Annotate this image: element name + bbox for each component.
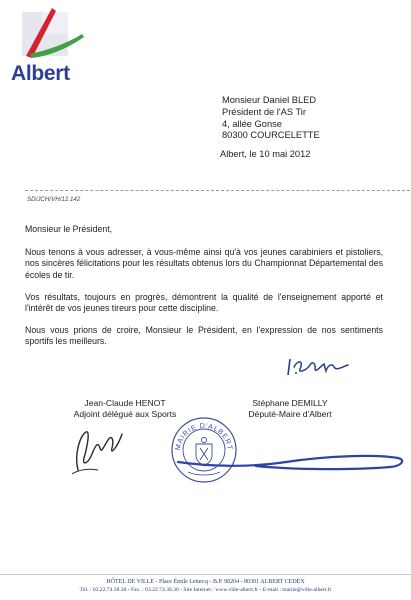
signatory-name: Jean-Claude HENOT	[84, 398, 166, 408]
salutation: Monsieur le Président,	[25, 224, 113, 234]
body-paragraph: Vos résultats, toujours en progrès, démontrent la qualité de l'enseignement apporté et l'intérêt de vos jeunes tireurs pour cette discipline.	[25, 291, 383, 314]
logo-mark-icon	[8, 6, 94, 66]
signatory-title: Député-Maire d'Albert	[248, 409, 332, 420]
recipient-street: 4, allée Gonse	[222, 118, 282, 129]
signature-henot	[68, 424, 128, 478]
signature-swoosh	[176, 432, 406, 474]
albert-logo	[8, 6, 94, 84]
body-paragraph: Nous tenons à vous adresser, à vous-même ainsi qu'à vos jeunes carabiniers et pistoliers, nos sincères félicitations pour les résultats obtenus lors du Championnat Départemental des écoles de tir.	[25, 247, 383, 280]
letter-date: Albert, le 10 mai 2012	[220, 149, 311, 159]
recipient-city: 80300 COURCELETTE	[222, 130, 320, 141]
letter-body	[25, 224, 383, 359]
recipient-name: Monsieur Daniel BLED	[222, 95, 317, 105]
footer-rule	[0, 574, 411, 575]
footer-address: HÔTEL DE VILLE - Place Émile Leturcq - B.P. 90204 - 80301 ALBERT CEDEX	[106, 579, 305, 585]
logo-wordmark: Albert	[11, 62, 70, 85]
separator-rule	[25, 190, 410, 191]
stamp-text: MAIRIE D'ALBERT	[174, 422, 234, 451]
signatory-title: Adjoint délégué aux Sports	[73, 409, 177, 420]
signatory-name: Stéphane DEMILLY	[252, 398, 328, 408]
signatory-demilly	[225, 398, 355, 421]
recipient-address	[222, 95, 320, 142]
recipient-title: Président de l'AS Tir	[222, 106, 306, 117]
footer-contact: Tél. : 03.22.74.38.38 - Fax. : 03.22.74.38.30 - Site Internet : www.ville-albert.fr - E-mail : mairie@ville-albert.fr	[79, 587, 332, 593]
reference-code: SD/JCH/VH/12.142	[27, 196, 81, 203]
body-paragraph: Nous vous prions de croire, Monsieur le Président, en l'expression de nos sentiments sportifs les meilleurs.	[25, 325, 383, 347]
signature-demilly	[282, 353, 352, 379]
